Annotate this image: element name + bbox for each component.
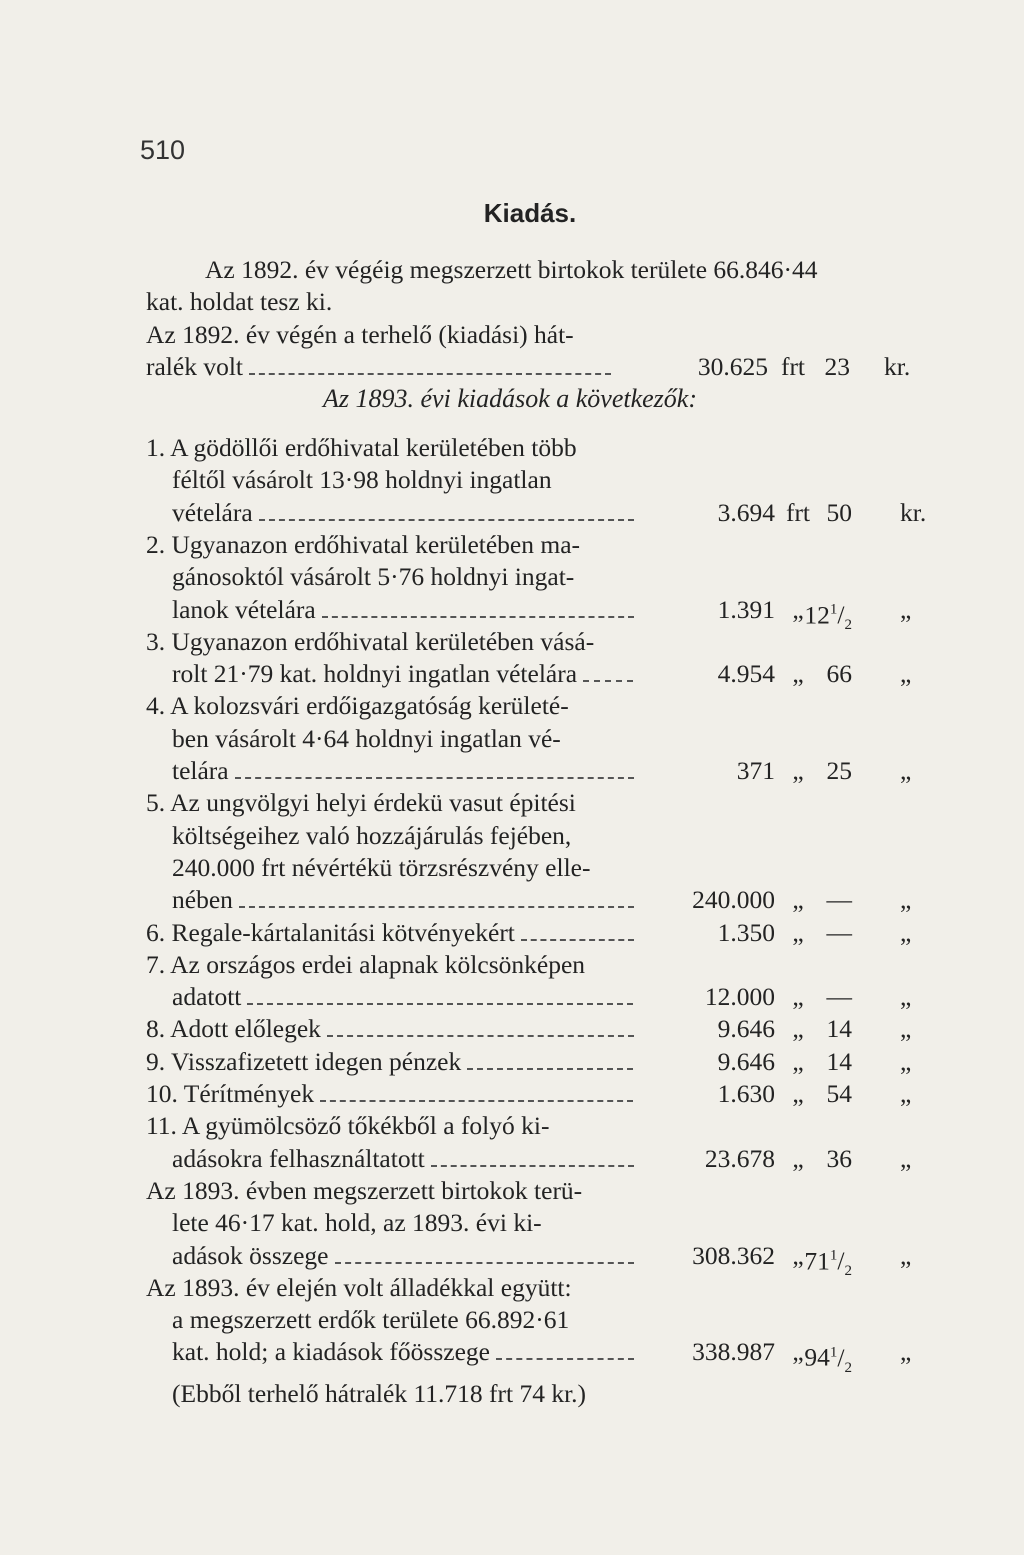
amount-frt: 1.391 <box>717 594 775 624</box>
unit-kr: „ <box>900 594 912 624</box>
leader-dots <box>322 614 634 618</box>
amount-frt: 308.362 <box>692 1240 775 1270</box>
amount-kr: — <box>826 917 852 947</box>
leader-dots <box>327 1033 634 1037</box>
unit-frt: frt <box>785 497 811 527</box>
item-text: telára <box>172 756 229 785</box>
item-line <box>146 1110 549 1142</box>
leader-dots <box>583 678 633 682</box>
item-line <box>146 917 634 949</box>
item-line <box>172 852 590 884</box>
item-text: adatott <box>172 982 242 1012</box>
intro-line: kat. holdat tesz ki. <box>146 287 333 316</box>
intro-line: Az 1892. év végéig megszerzett birtokok területe 66.846·44 <box>205 255 818 284</box>
amount-kr: 50 <box>826 497 852 527</box>
item-text: féltől vásárolt 13·98 holdnyi ingatlan <box>172 465 552 495</box>
item-line <box>146 787 576 819</box>
leader-dots <box>320 1098 633 1102</box>
item-line <box>172 723 561 755</box>
amount-frt: 338.987 <box>692 1337 775 1367</box>
item-line <box>146 949 585 981</box>
footnote: (Ebből terhelő hátralék 11.718 frt 74 kr.) <box>172 1379 587 1408</box>
summary-line <box>172 1207 542 1239</box>
unit-frt: „ <box>792 1079 804 1108</box>
summary-text: Az 1893. év elején volt álladékkal együtt: <box>146 1272 572 1302</box>
item-line <box>146 690 569 722</box>
summary-line <box>172 1336 634 1368</box>
unit-kr: „ <box>900 982 912 1012</box>
summary-text: a megszerzett erdők területe 66.892·61 <box>172 1305 570 1335</box>
leader-dots <box>235 775 634 779</box>
amount-frt: 9.646 <box>717 1046 775 1076</box>
unit-kr: „ <box>900 1143 912 1173</box>
item-line <box>172 658 633 690</box>
item-line <box>172 1143 634 1175</box>
amount-kr: $71^1/_2$ <box>804 1246 852 1280</box>
item-text: 240.000 frt névértékü törzsrészvény elle- <box>172 852 591 882</box>
page-number: 510 <box>140 135 186 165</box>
amount-frt: 3.694 <box>717 497 775 527</box>
item-text: 7. Az országos erdei alapnak kölcsönképen <box>146 949 586 979</box>
unit-frt: „ <box>792 917 804 947</box>
amount-kr: $12^1/_2$ <box>804 600 852 634</box>
item-line <box>146 1013 634 1045</box>
summary-line <box>146 1175 582 1207</box>
subheading: Az 1893. évi kiadások a következők: <box>323 384 697 413</box>
amount-frt: 9.646 <box>717 1014 775 1044</box>
intro-line: ralék volt <box>146 351 611 383</box>
unit-kr: „ <box>900 659 912 689</box>
unit-kr: „ <box>900 756 912 785</box>
item-line <box>172 755 634 787</box>
item-line <box>172 884 634 916</box>
item-text: gánosoktól vásárolt 5·76 holdnyi ingat- <box>172 562 575 592</box>
item-text: 4. A kolozsvári erdőigazgatóság kerületé- <box>146 691 569 721</box>
summary-line <box>146 1272 572 1304</box>
item-text: 10. Térítmények <box>146 1079 315 1108</box>
unit-kr: kr. <box>900 497 927 527</box>
item-text: 8. Adott előlegek <box>146 1014 321 1044</box>
unit-frt: „ <box>792 594 804 624</box>
item-line <box>146 1078 633 1110</box>
summary-text: kat. hold; a kiadások főösszege <box>172 1337 490 1367</box>
summary-line <box>172 1304 569 1336</box>
item-line <box>172 820 571 852</box>
summary-text: lete 46·17 kat. hold, az 1893. évi ki- <box>172 1208 542 1238</box>
amount-frt: 240.000 <box>692 885 775 915</box>
item-text: rolt 21·79 kat. holdnyi ingatlan vételára <box>172 659 578 689</box>
leader-dots <box>249 371 611 375</box>
amount-kr: 14 <box>826 1014 852 1044</box>
amount-kr: — <box>826 885 852 915</box>
leader-dots <box>521 937 634 941</box>
unit-frt: „ <box>792 885 804 915</box>
amount-frt: 4.954 <box>717 659 775 689</box>
leader-dots <box>335 1260 634 1264</box>
summary-text: Az 1893. évben megszerzett birtokok terü- <box>146 1175 583 1205</box>
unit-frt: „ <box>792 659 804 689</box>
item-line <box>172 561 574 593</box>
item-text: 2. Ugyanazon erdőhivatal kerületében ma- <box>146 529 581 559</box>
amount-frt: 1.630 <box>717 1079 775 1108</box>
intro-line: Az 1892. év végén a terhelő (kiadási) hát- <box>146 320 574 349</box>
amount-frt: 1.350 <box>717 917 775 947</box>
item-text: 6. Regale-kártalanitási kötvényekért <box>146 917 515 947</box>
item-text: 1. A gödöllői erdőhivatal kerületében több <box>146 433 577 462</box>
unit-kr: „ <box>900 1337 912 1367</box>
leader-dots <box>431 1163 634 1167</box>
item-line <box>172 497 634 529</box>
leader-dots <box>467 1066 633 1070</box>
unit-kr: „ <box>900 885 912 915</box>
amount-frt: 12.000 <box>704 982 775 1012</box>
amount-kr: — <box>826 982 852 1012</box>
leader-dots <box>239 904 634 908</box>
item-text: vételára <box>172 497 253 527</box>
item-text: 5. Az ungvölgyi helyi érdekü vasut épitési <box>146 788 576 818</box>
item-text: lanok vételára <box>172 594 316 624</box>
unit-frt: „ <box>792 1337 804 1367</box>
unit-kr: „ <box>900 917 912 947</box>
amount-kr: 14 <box>826 1046 852 1076</box>
amount-frt: 371 <box>736 756 775 785</box>
amount-kr: $94^1/_2$ <box>804 1342 852 1376</box>
leader-dots <box>496 1356 634 1360</box>
summary-line <box>172 1240 634 1272</box>
leader-dots <box>259 517 634 521</box>
unit-kr: „ <box>900 1079 912 1108</box>
item-line <box>146 626 594 658</box>
item-line <box>172 594 634 626</box>
item-text: nében <box>172 885 233 915</box>
amount-kr: 25 <box>826 756 852 785</box>
unit-frt: „ <box>792 1046 804 1076</box>
summary-text: adások összege <box>172 1240 329 1270</box>
unit-frt: „ <box>792 982 804 1012</box>
item-line <box>172 981 633 1013</box>
unit-frt: „ <box>792 756 804 785</box>
item-text: ben vásárolt 4·64 holdnyi ingatlan vé- <box>172 723 561 753</box>
item-line <box>146 529 580 561</box>
unit-frt: „ <box>792 1143 804 1173</box>
item-text: 9. Visszafizetett idegen pénzek <box>146 1046 462 1076</box>
item-text: 11. A gyümölcsöző tőkékből a folyó ki- <box>146 1111 550 1141</box>
item-text: adásokra felhasználtatott <box>172 1143 425 1173</box>
item-line <box>146 1046 633 1078</box>
amount-kr: 66 <box>826 659 852 689</box>
page-heading: Kiadás. <box>483 198 577 228</box>
item-text: költségeihez való hozzájárulás fejében, <box>172 820 572 850</box>
unit-kr: „ <box>900 1046 912 1076</box>
item-line <box>146 432 577 464</box>
item-line <box>172 464 552 496</box>
amount-kr: 36 <box>826 1143 852 1173</box>
amount-kr: 54 <box>826 1079 852 1108</box>
unit-frt: „ <box>792 1240 804 1270</box>
unit-kr: „ <box>900 1240 912 1270</box>
unit-frt: „ <box>792 1014 804 1044</box>
item-text: 3. Ugyanazon erdőhivatal kerületében vásá- <box>146 626 595 656</box>
amount-frt: 23.678 <box>704 1143 775 1173</box>
leader-dots <box>247 1001 633 1005</box>
unit-kr: „ <box>900 1014 912 1044</box>
